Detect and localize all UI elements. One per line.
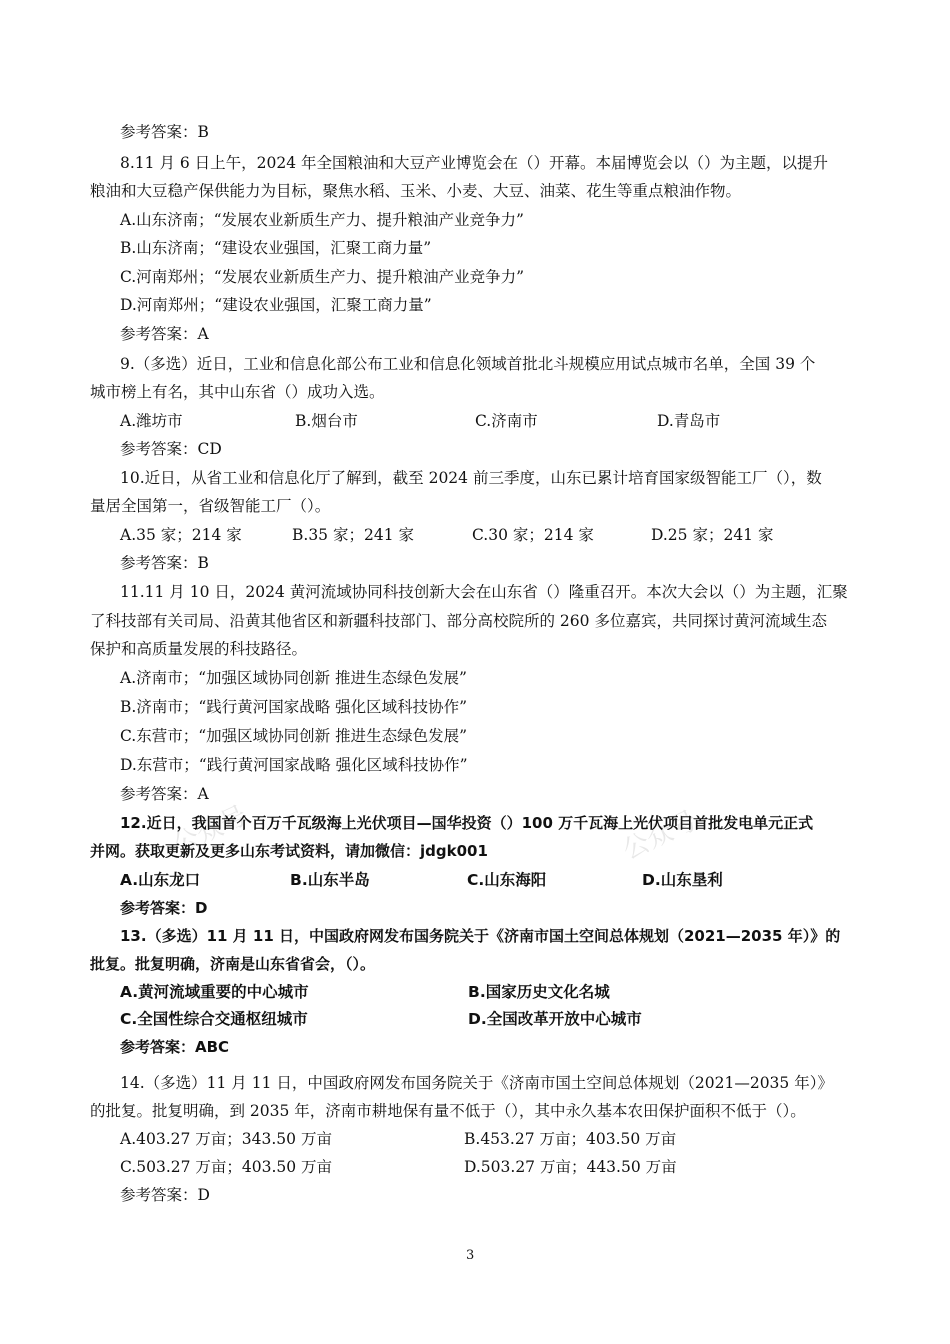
question-11-answer: 参考答案：A: [120, 785, 209, 803]
watermark: 公众号: [618, 805, 702, 866]
question-10-option-b: B.35 家；241 家: [292, 526, 414, 544]
question-9-option-a: A.潍坊市: [120, 412, 183, 430]
question-9-stem: 城市榜上有名，其中山东省（）成功入选。: [90, 383, 385, 401]
watermark: 公众号: [168, 800, 252, 861]
question-9-option-d: D.青岛市: [657, 412, 721, 430]
question-11-stem: 了科技部有关司局、沿黄其他省区和新疆科技部门、部分高校院所的 260 多位嘉宾，共同探讨黄河流域生态: [90, 612, 827, 630]
question-11-stem: 11.11 月 10 日，2024 黄河流域协同科技创新大会在山东省（）隆重召开。本次大会以（）为主题，汇聚: [120, 583, 848, 601]
question-14-option-d: D.503.27 万亩；443.50 万亩: [464, 1158, 677, 1176]
question-12-stem: 并网。获取更新及更多山东考试资料，请加微信：jdgk001: [90, 842, 488, 860]
question-8-stem: 8.11 月 6 日上午，2024 年全国粮油和大豆产业博览会在（）开幕。本届博览会以（）为主题，以提升: [120, 154, 829, 172]
question-14-stem: 14.（多选）11 月 11 日，中国政府网发布国务院关于《济南市国土空间总体规划（2021—2035 年）》: [120, 1074, 833, 1092]
question-13-option-a: A.黄河流域重要的中心城市: [120, 983, 309, 1001]
question-14-stem: 的批复。批复明确，到 2035 年，济南市耕地保有量不低于（），其中永久基本农田保护面积不低于（）。: [90, 1102, 806, 1120]
question-12-option-c: C.山东海阳: [467, 871, 547, 889]
question-11-option-d: D.东营市；“践行黄河国家战略 强化区域科技协作”: [120, 756, 468, 774]
page-number: 3: [466, 1248, 475, 1263]
question-9-stem: 9.（多选）近日，工业和信息化部公布工业和信息化领域首批北斗规模应用试点城市名单，全国 39 个: [120, 355, 816, 373]
question-10-option-d: D.25 家；241 家: [651, 526, 774, 544]
question-8-option-a: A.山东济南；“发展农业新质生产力、提升粮油产业竞争力”: [120, 211, 524, 229]
question-12-answer: 参考答案：D: [120, 899, 208, 917]
question-13-stem: 13.（多选）11 月 11 日，中国政府网发布国务院关于《济南市国土空间总体规划（2021—2035 年）》的: [120, 927, 841, 945]
question-13-answer: 参考答案：ABC: [120, 1038, 230, 1056]
question-14-option-b: B.453.27 万亩；403.50 万亩: [464, 1130, 677, 1148]
question-13-option-c: C.全国性综合交通枢纽城市: [120, 1010, 308, 1028]
question-10-answer: 参考答案：B: [120, 554, 209, 572]
question-14-option-a: A.403.27 万亩；343.50 万亩: [120, 1130, 332, 1148]
question-10-stem: 10.近日，从省工业和信息化厅了解到，截至 2024 前三季度，山东已累计培育国家级智能工厂（），数: [120, 469, 822, 487]
question-11-option-b: B.济南市；“践行黄河国家战略 强化区域科技协作”: [120, 698, 468, 716]
question-8-option-c: C.河南郑州；“发展农业新质生产力、提升粮油产业竞争力”: [120, 268, 525, 286]
question-11-option-c: C.东营市；“加强区域协同创新 推进生态绿色发展”: [120, 727, 468, 745]
question-12-option-b: B.山东半岛: [290, 871, 370, 889]
question-8-answer: 参考答案：A: [120, 325, 209, 343]
question-9-option-c: C.济南市: [475, 412, 538, 430]
question-10-stem: 量居全国第一，省级智能工厂（）。: [90, 497, 331, 515]
question-14-answer: 参考答案：D: [120, 1186, 210, 1204]
question-14-option-c: C.503.27 万亩；403.50 万亩: [120, 1158, 333, 1176]
question-13-option-b: B.国家历史文化名城: [468, 983, 610, 1001]
question-11-stem: 保护和高质量发展的科技路径。: [90, 640, 308, 658]
question-9-option-b: B.烟台市: [295, 412, 358, 430]
question-8-option-d: D.河南郑州；“建设农业强国，汇聚工商力量”: [120, 296, 432, 314]
question-10-option-c: C.30 家；214 家: [472, 526, 594, 544]
question-13-stem: 批复。批复明确，济南是山东省省会，（）。: [90, 955, 376, 973]
answer-line: 参考答案：B: [120, 123, 209, 141]
question-8-option-b: B.山东济南；“建设农业强国，汇聚工商力量”: [120, 239, 432, 257]
question-12-stem: 12.近日，我国首个百万千瓦级海上光伏项目—国华投资（）100 万千瓦海上光伏项目首批发电单元正式: [120, 814, 814, 832]
question-8-stem: 粮油和大豆稳产保供能力为目标，聚焦水稻、玉米、小麦、大豆、油菜、花生等重点粮油作物。: [90, 182, 742, 200]
question-13-option-d: D.全国改革开放中心城市: [468, 1010, 642, 1028]
question-12-option-a: A.山东龙口: [120, 871, 201, 889]
question-11-option-a: A.济南市；“加强区域协同创新 推进生态绿色发展”: [120, 669, 467, 687]
question-9-answer: 参考答案：CD: [120, 440, 222, 458]
question-10-option-a: A.35 家；214 家: [120, 526, 242, 544]
question-12-option-d: D.山东垦利: [642, 871, 723, 889]
